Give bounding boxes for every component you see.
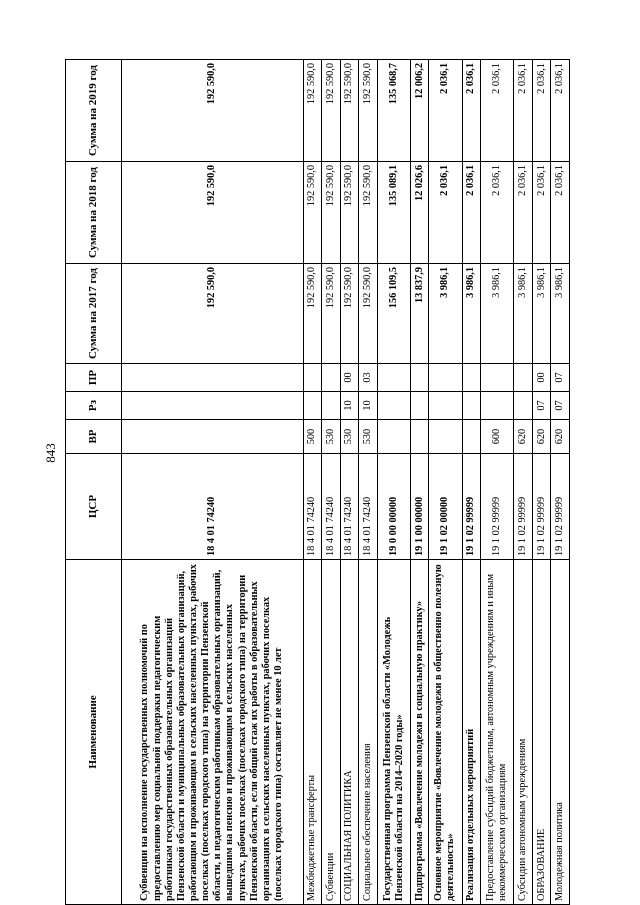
row-csr-cell: 19 1 02 99999 bbox=[462, 454, 480, 560]
row-sum-2017-cell: 192 590,0 bbox=[303, 264, 321, 364]
row-sum-2018-cell: 2 036,1 bbox=[462, 162, 480, 264]
row-sum-2018-cell: 192 590,0 bbox=[122, 162, 304, 264]
table-row bbox=[359, 60, 377, 905]
row-pr-cell: 00 bbox=[532, 364, 550, 392]
row-name-cell: Молодежная политика bbox=[551, 560, 570, 905]
row-name-cell: Социальное обеспечение населения bbox=[359, 560, 377, 905]
table-rotated-frame bbox=[65, 60, 570, 905]
table-row bbox=[532, 60, 550, 905]
row-sum-2017-cell: 3 986,1 bbox=[429, 264, 462, 364]
row-sum-2018-cell: 2 036,1 bbox=[481, 162, 514, 264]
row-sum-2019-cell: 2 036,1 bbox=[429, 60, 462, 162]
row-vr-cell bbox=[377, 420, 410, 454]
row-sum-2018-cell: 2 036,1 bbox=[514, 162, 532, 264]
row-csr-cell: 19 1 02 99999 bbox=[514, 454, 532, 560]
row-name-cell: СОЦИАЛЬНАЯ ПОЛИТИКА bbox=[340, 560, 358, 905]
table-row bbox=[340, 60, 358, 905]
row-name-cell: ОБРАЗОВАНИЕ bbox=[532, 560, 550, 905]
row-sum-2017-cell: 3 986,1 bbox=[551, 264, 570, 364]
header-pr: ПР bbox=[66, 364, 122, 392]
row-csr-cell: 19 1 02 00000 bbox=[429, 454, 462, 560]
row-csr-cell: 18 4 01 74240 bbox=[122, 454, 304, 560]
row-pr-cell bbox=[322, 364, 340, 392]
table-row bbox=[322, 60, 340, 905]
row-csr-cell: 19 1 02 99999 bbox=[532, 454, 550, 560]
row-sum-2018-cell: 192 590,0 bbox=[322, 162, 340, 264]
row-sum-2018-cell: 12 026,6 bbox=[410, 162, 428, 264]
row-rz-cell bbox=[322, 392, 340, 420]
header-rz: Рз bbox=[66, 392, 122, 420]
row-sum-2017-cell: 13 837,9 bbox=[410, 264, 428, 364]
header-sum-2018: Сумма на 2018 год bbox=[66, 162, 122, 264]
row-pr-cell bbox=[377, 364, 410, 392]
row-name-cell: Предоставление субсидий бюджетным, автономным учреждениям и иным некоммерческим организациям bbox=[481, 560, 514, 905]
row-sum-2019-cell: 2 036,1 bbox=[532, 60, 550, 162]
table-row bbox=[551, 60, 570, 905]
row-sum-2018-cell: 192 590,0 bbox=[303, 162, 321, 264]
row-name-cell: Субсидии автономным учреждениям bbox=[514, 560, 532, 905]
row-vr-cell: 530 bbox=[340, 420, 358, 454]
table-row bbox=[410, 60, 428, 905]
row-pr-cell: 00 bbox=[340, 364, 358, 392]
row-vr-cell bbox=[429, 420, 462, 454]
table-row bbox=[303, 60, 321, 905]
row-sum-2017-cell: 3 986,1 bbox=[481, 264, 514, 364]
row-rz-cell bbox=[303, 392, 321, 420]
row-sum-2019-cell: 192 590,0 bbox=[122, 60, 304, 162]
row-sum-2017-cell: 156 109,5 bbox=[377, 264, 410, 364]
row-name-cell: Межбюджетные трансферты bbox=[303, 560, 321, 905]
row-csr-cell: 18 4 01 74240 bbox=[322, 454, 340, 560]
row-rz-cell bbox=[122, 392, 304, 420]
row-vr-cell: 620 bbox=[514, 420, 532, 454]
table-container bbox=[65, 60, 570, 905]
table-row bbox=[514, 60, 532, 905]
row-rz-cell: 07 bbox=[532, 392, 550, 420]
row-vr-cell: 600 bbox=[481, 420, 514, 454]
row-csr-cell: 18 4 01 74240 bbox=[303, 454, 321, 560]
table-row bbox=[462, 60, 480, 905]
row-csr-cell: 19 0 00 00000 bbox=[377, 454, 410, 560]
row-pr-cell bbox=[481, 364, 514, 392]
row-pr-cell bbox=[514, 364, 532, 392]
header-name: Наименование bbox=[66, 560, 122, 905]
row-sum-2017-cell: 192 590,0 bbox=[340, 264, 358, 364]
header-vr: ВР bbox=[66, 420, 122, 454]
row-rz-cell bbox=[377, 392, 410, 420]
row-pr-cell bbox=[429, 364, 462, 392]
row-csr-cell: 18 4 01 74240 bbox=[359, 454, 377, 560]
row-name-cell: Реализация отдельных мероприятий bbox=[462, 560, 480, 905]
row-sum-2018-cell: 192 590,0 bbox=[340, 162, 358, 264]
row-vr-cell bbox=[462, 420, 480, 454]
row-sum-2019-cell: 12 006,2 bbox=[410, 60, 428, 162]
row-csr-cell: 19 1 02 99999 bbox=[481, 454, 514, 560]
row-vr-cell bbox=[410, 420, 428, 454]
row-sum-2019-cell: 192 590,0 bbox=[322, 60, 340, 162]
row-rz-cell: 10 bbox=[340, 392, 358, 420]
row-rz-cell: 07 bbox=[551, 392, 570, 420]
table-row bbox=[377, 60, 410, 905]
row-csr-cell: 19 1 00 00000 bbox=[410, 454, 428, 560]
row-sum-2019-cell: 2 036,1 bbox=[481, 60, 514, 162]
row-sum-2019-cell: 192 590,0 bbox=[359, 60, 377, 162]
row-pr-cell bbox=[122, 364, 304, 392]
row-pr-cell bbox=[462, 364, 480, 392]
row-vr-cell: 530 bbox=[322, 420, 340, 454]
row-pr-cell bbox=[303, 364, 321, 392]
header-sum-2019: Сумма на 2019 год bbox=[66, 60, 122, 162]
row-name-cell: Государственная программа Пензенской области «Молодежь Пензенской области на 2014–2020 годы» bbox=[377, 560, 410, 905]
row-pr-cell: 03 bbox=[359, 364, 377, 392]
budget-table bbox=[65, 59, 570, 905]
row-name-cell: Подпрограмма «Вовлечение молодежи в социальную практику» bbox=[410, 560, 428, 905]
row-sum-2018-cell: 2 036,1 bbox=[532, 162, 550, 264]
row-sum-2018-cell: 135 089,1 bbox=[377, 162, 410, 264]
row-sum-2019-cell: 2 036,1 bbox=[462, 60, 480, 162]
row-name-cell: Основное мероприятие «Вовлечение молодежи в общественно полезную деятельность» bbox=[429, 560, 462, 905]
row-sum-2017-cell: 192 590,0 bbox=[322, 264, 340, 364]
row-sum-2017-cell: 3 986,1 bbox=[462, 264, 480, 364]
row-vr-cell: 620 bbox=[551, 420, 570, 454]
row-vr-cell: 500 bbox=[303, 420, 321, 454]
row-rz-cell bbox=[481, 392, 514, 420]
page-number: 843 bbox=[43, 443, 58, 463]
row-csr-cell: 18 4 01 74240 bbox=[340, 454, 358, 560]
row-name-cell: Субвенции bbox=[322, 560, 340, 905]
row-rz-cell bbox=[429, 392, 462, 420]
row-vr-cell bbox=[122, 420, 304, 454]
row-sum-2019-cell: 135 068,7 bbox=[377, 60, 410, 162]
row-sum-2019-cell: 192 590,0 bbox=[340, 60, 358, 162]
row-sum-2018-cell: 2 036,1 bbox=[429, 162, 462, 264]
row-sum-2018-cell: 2 036,1 bbox=[551, 162, 570, 264]
row-vr-cell: 620 bbox=[532, 420, 550, 454]
row-name-cell: Субвенции на исполнение государственных полномочий по предоставлению мер социальной поддержки педагогическим работникам государственных образовательных организаций Пензенской области и муниципальных образовательных организаций, работающим и проживающим в сельских населенных пунктах, рабочих поселках (поселках городского типа) на территории Пензенской области, и педагогическим работникам образовательных организаций, вышедшим на пенсию и проживающим в сельских населенных пунктах, рабочих поселках (поселках городского типа) на территории Пензенской области, если общий стаж их работы в образовательных организациях в сельских населенных пунктах, рабочих поселках (поселках городского типа) составляет не менее 10 лет bbox=[122, 560, 304, 905]
row-rz-cell: 10 bbox=[359, 392, 377, 420]
row-sum-2018-cell: 192 590,0 bbox=[359, 162, 377, 264]
row-pr-cell bbox=[410, 364, 428, 392]
header-csr: ЦСР bbox=[66, 454, 122, 560]
row-sum-2017-cell: 192 590,0 bbox=[122, 264, 304, 364]
row-vr-cell: 530 bbox=[359, 420, 377, 454]
row-sum-2019-cell: 2 036,1 bbox=[551, 60, 570, 162]
row-sum-2017-cell: 3 986,1 bbox=[532, 264, 550, 364]
table-row bbox=[122, 60, 304, 905]
row-rz-cell bbox=[462, 392, 480, 420]
row-pr-cell: 07 bbox=[551, 364, 570, 392]
row-rz-cell bbox=[514, 392, 532, 420]
row-sum-2019-cell: 192 590,0 bbox=[303, 60, 321, 162]
row-sum-2017-cell: 3 986,1 bbox=[514, 264, 532, 364]
table-row bbox=[481, 60, 514, 905]
table-row bbox=[429, 60, 462, 905]
row-sum-2017-cell: 192 590,0 bbox=[359, 264, 377, 364]
row-rz-cell bbox=[410, 392, 428, 420]
header-sum-2017: Сумма на 2017 год bbox=[66, 264, 122, 364]
header-row bbox=[66, 60, 122, 905]
row-csr-cell: 19 1 02 99999 bbox=[551, 454, 570, 560]
row-sum-2019-cell: 2 036,1 bbox=[514, 60, 532, 162]
table-body bbox=[122, 60, 570, 905]
